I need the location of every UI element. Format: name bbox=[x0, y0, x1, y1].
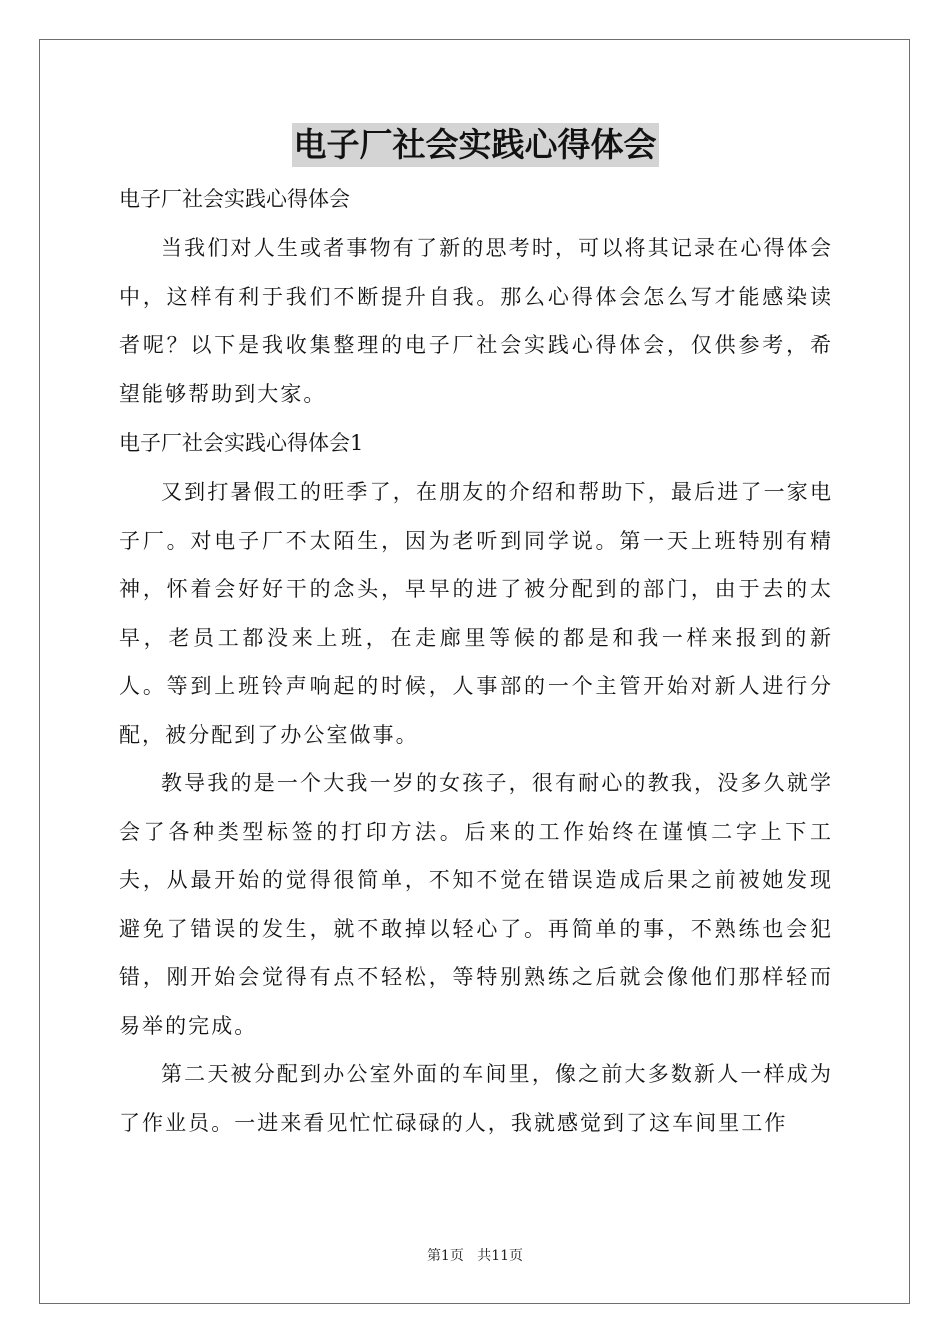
page-footer bbox=[0, 1246, 950, 1266]
footer-spacer bbox=[464, 1248, 477, 1264]
body-paragraph: 又到打暑假工的旺季了，在朋友的介绍和帮助下，最后进了一家电子厂。对电子厂不太陌生，因为老听到同学说。第一天上班特别有精神，怀着会好好干的念头，早早的进了被分配到的部门，由于去的太早，老员工都没来上班，在走廊里等候的都是和我一样来报到的新人。等到上班铃声响起的时候，人事部的一个主管开始对新人进行分配，被分配到了办公室做事。 bbox=[119, 480, 833, 747]
title-container bbox=[0, 123, 950, 167]
page-total: 共11页 bbox=[477, 1248, 524, 1264]
body-paragraph: 教导我的是一个大我一岁的女孩子，很有耐心的教我，没多久就学会了各种类型标签的打印方法。后来的工作始终在谨慎二字上下工夫，从最开始的觉得很简单，不知不觉在错误造成后果之前被她发现避免了错误的发生，就不敢掉以轻心了。再简单的事，不熟练也会犯错，刚开始会觉得有点不轻松，等特别熟练之后就会像他们那样轻而易举的完成。 bbox=[119, 771, 833, 1038]
document-body bbox=[119, 174, 833, 1147]
page-number: 第1页 bbox=[426, 1248, 464, 1264]
document-subtitle: 电子厂社会实践心得体会 bbox=[119, 187, 350, 211]
body-paragraph: 第二天被分配到办公室外面的车间里，像之前大多数新人一样成为了作业员。一进来看见忙忙碌碌的人，我就感觉到了这车间里工作 bbox=[119, 1062, 833, 1135]
intro-paragraph: 当我们对人生或者事物有了新的思考时，可以将其记录在心得体会中，这样有利于我们不断提升自我。那么心得体会怎么写才能感染读者呢？以下是我收集整理的电子厂社会实践心得体会，仅供参考，希望能够帮助到大家。 bbox=[119, 236, 833, 406]
document-title: 电子厂社会实践心得体会 bbox=[292, 123, 659, 167]
section-heading: 电子厂社会实践心得体会1 bbox=[119, 431, 364, 455]
